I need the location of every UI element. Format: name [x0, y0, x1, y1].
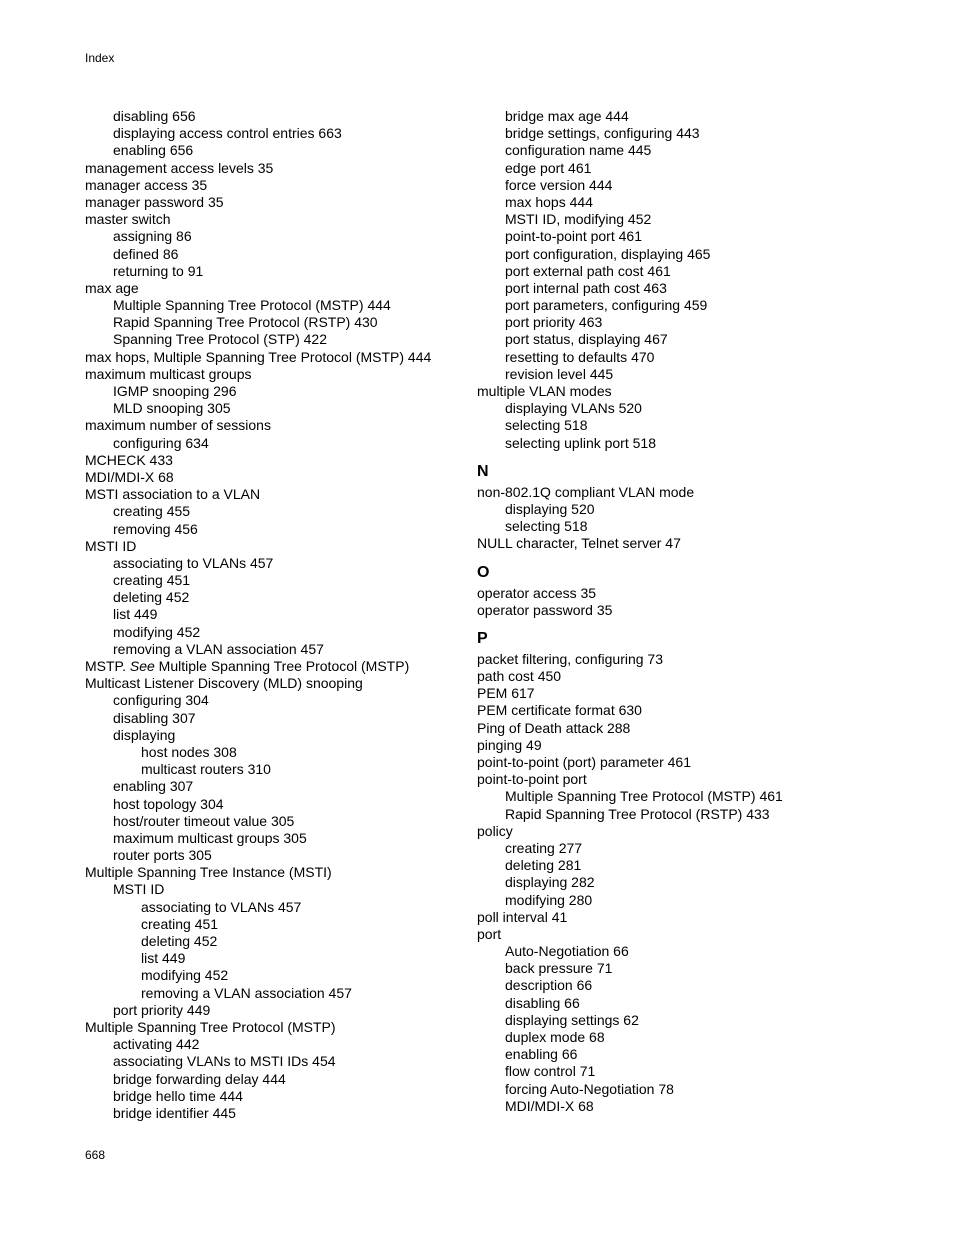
- index-subentry: deleting 452: [113, 589, 190, 606]
- index-subentry: port internal path cost 463: [505, 279, 667, 296]
- index-subentry: description 66: [505, 977, 593, 994]
- index-subentry: MSTI ID: [113, 881, 165, 898]
- index-subentry: Spanning Tree Protocol (STP) 422: [113, 331, 328, 348]
- index-entry: manager password 35: [85, 193, 224, 210]
- index-subentry: displaying 282: [505, 874, 595, 891]
- index-entry: non-802.1Q compliant VLAN mode: [477, 483, 695, 500]
- index-subentry: IGMP snooping 296: [113, 383, 237, 399]
- index-entry: maximum number of sessions: [85, 417, 271, 434]
- index-subentry: creating 451: [141, 915, 219, 932]
- index-subentry: modifying 452: [141, 967, 229, 984]
- index-subentry: point-to-point port 461: [505, 228, 642, 245]
- index-subentry: creating 455: [113, 503, 191, 520]
- index-subentry: configuration name 445: [505, 142, 652, 159]
- index-subentry: back pressure 71: [505, 960, 613, 977]
- index-subentry: port parameters, configuring 459: [505, 297, 708, 314]
- index-entry: MDI/MDI-X 68: [85, 468, 174, 485]
- index-subentry: flow control 71: [505, 1063, 596, 1080]
- index-subentry: selecting uplink port 518: [505, 434, 656, 451]
- index-subentry: port configuration, displaying 465: [505, 245, 711, 262]
- index-entry: management access levels 35: [85, 159, 274, 176]
- index-entry: operator password 35: [477, 601, 613, 618]
- index-subentry: disabling 66: [505, 994, 580, 1011]
- index-subentry: port external path cost 461: [505, 262, 671, 279]
- index-subentry: bridge identifier 445: [113, 1104, 236, 1121]
- see-target: Multiple Spanning Tree Protocol (MSTP): [154, 658, 410, 674]
- index-subentry: returning to 91: [113, 262, 204, 279]
- index-subentry: Rapid Spanning Tree Protocol (RSTP) 433: [505, 805, 770, 822]
- index-entry: point-to-point (port) parameter 461: [477, 754, 691, 770]
- index-subentry: MDI/MDI-X 68: [505, 1097, 594, 1114]
- index-entry-text: MSTP.: [85, 658, 130, 674]
- index-entry: MSTI association to a VLAN: [85, 486, 261, 503]
- index-entry: [85, 658, 485, 675]
- index-entry: Multiple Spanning Tree Protocol (MSTP): [85, 1018, 336, 1035]
- index-entry: manager access 35: [85, 176, 208, 193]
- index-section-letter: O: [477, 563, 490, 581]
- index-subentry: revision level 445: [505, 365, 614, 382]
- index-entry: path cost 450: [477, 668, 562, 685]
- index-subentry: bridge settings, configuring 443: [505, 125, 700, 142]
- index-subentry: selecting 518: [505, 417, 588, 434]
- index-subentry: associating VLANs to MSTI IDs 454: [113, 1053, 336, 1070]
- index-section-letter: P: [477, 629, 488, 647]
- index-subentry: resetting to defaults 470: [505, 348, 655, 365]
- index-entry: policy: [477, 822, 513, 839]
- index-subentry: associating to VLANs 457: [113, 554, 274, 571]
- index-subentry: displaying 520: [505, 500, 595, 517]
- index-subentry: Auto-Negotiation 66: [505, 943, 629, 960]
- index-subentry: deleting 452: [141, 933, 218, 949]
- index-subentry: displaying VLANs 520: [505, 400, 642, 417]
- index-entry: PEM 617: [477, 685, 535, 702]
- index-subentry: MLD snooping 305: [113, 400, 231, 417]
- index-subentry: configuring 304: [113, 692, 209, 709]
- index-subentry: max hops 444: [505, 193, 593, 210]
- index-subentry: displaying settings 62: [505, 1011, 639, 1028]
- index-subentry: enabling 66: [505, 1046, 578, 1063]
- index-subentry: forcing Auto-Negotiation 78: [505, 1080, 674, 1097]
- index-subentry: duplex mode 68: [505, 1029, 605, 1045]
- index-entry: poll interval 41: [477, 908, 568, 925]
- index-subentry: bridge forwarding delay 444: [113, 1070, 286, 1087]
- index-subentry: bridge hello time 444: [113, 1087, 243, 1104]
- index-subentry: associating to VLANs 457: [141, 898, 302, 915]
- index-subentry: Multiple Spanning Tree Protocol (MSTP) 444: [113, 297, 391, 314]
- index-column-right: [477, 108, 877, 1115]
- see-reference: See: [129, 658, 155, 674]
- index-subentry: disabling 307: [113, 709, 196, 726]
- index-subentry: host topology 304: [113, 795, 224, 812]
- index-entry: Multiple Spanning Tree Instance (MSTI): [85, 864, 332, 881]
- index-entry: multiple VLAN modes: [477, 383, 612, 399]
- index-subentry: enabling 307: [113, 778, 194, 795]
- index-entry: max hops, Multiple Spanning Tree Protocol (MSTP) 444: [85, 348, 432, 365]
- page-header: Index: [85, 51, 115, 65]
- index-subentry: force version 444: [505, 176, 613, 193]
- index-subentry: maximum multicast groups 305: [113, 829, 307, 846]
- index-subentry: list 449: [113, 606, 158, 623]
- index-subentry: enabling 656: [113, 142, 194, 159]
- index-entry: operator access 35: [477, 584, 597, 601]
- index-subentry: creating 451: [113, 572, 191, 589]
- index-subentry: host/router timeout value 305: [113, 812, 295, 829]
- index-entry: pinging 49: [477, 736, 542, 753]
- index-subentry: assigning 86: [113, 228, 192, 245]
- index-entry: NULL character, Telnet server 47: [477, 535, 681, 552]
- index-subentry: list 449: [141, 950, 186, 967]
- index-subentry: creating 277: [505, 839, 583, 856]
- index-subentry: edge port 461: [505, 159, 592, 176]
- index-entry: Multicast Listener Discovery (MLD) snooping: [85, 675, 363, 692]
- index-entry: PEM certificate format 630: [477, 702, 642, 719]
- index-entry: master switch: [85, 211, 171, 228]
- index-entry: packet filtering, configuring 73: [477, 650, 663, 667]
- index-entry: maximum multicast groups: [85, 365, 252, 382]
- index-entry: MSTI ID: [85, 537, 137, 554]
- page-number: 668: [85, 1148, 106, 1162]
- index-subentry: disabling 656: [113, 108, 196, 124]
- index-subentry: modifying 452: [113, 623, 201, 640]
- index-subentry: modifying 280: [505, 891, 593, 908]
- index-subentry: bridge max age 444: [505, 108, 629, 124]
- index-subentry: router ports 305: [113, 847, 212, 864]
- index-subentry: displaying: [113, 726, 176, 743]
- index-subentry: activating 442: [113, 1036, 200, 1053]
- index-section-letter: N: [477, 462, 489, 480]
- index-entry: point-to-point port: [477, 771, 587, 788]
- index-subentry: configuring 634: [113, 434, 209, 451]
- index-subentry: defined 86: [113, 245, 179, 262]
- index-subentry: removing a VLAN association 457: [141, 984, 352, 1001]
- index-entry: Ping of Death attack 288: [477, 719, 631, 736]
- index-subentry: port priority 449: [113, 1001, 211, 1018]
- index-subentry: Rapid Spanning Tree Protocol (RSTP) 430: [113, 314, 378, 331]
- index-subentry: port status, displaying 467: [505, 331, 668, 348]
- index-entry: max age: [85, 279, 139, 296]
- index-subentry: MSTI ID, modifying 452: [505, 211, 652, 228]
- index-subentry: removing 456: [113, 520, 198, 537]
- index-subentry: multicast routers 310: [141, 761, 271, 778]
- index-subentry: host nodes 308: [141, 743, 237, 760]
- index-entry: MCHECK 433: [85, 451, 173, 468]
- index-subentry: Multiple Spanning Tree Protocol (MSTP) 461: [505, 788, 783, 805]
- index-subentry: displaying access control entries 663: [113, 125, 342, 142]
- index-subentry: removing a VLAN association 457: [113, 640, 324, 657]
- index-column-left: [85, 108, 485, 1122]
- index-subentry: deleting 281: [505, 857, 582, 874]
- index-subentry: selecting 518: [505, 518, 588, 535]
- index-entry: port: [477, 925, 502, 942]
- index-subentry: port priority 463: [505, 314, 603, 331]
